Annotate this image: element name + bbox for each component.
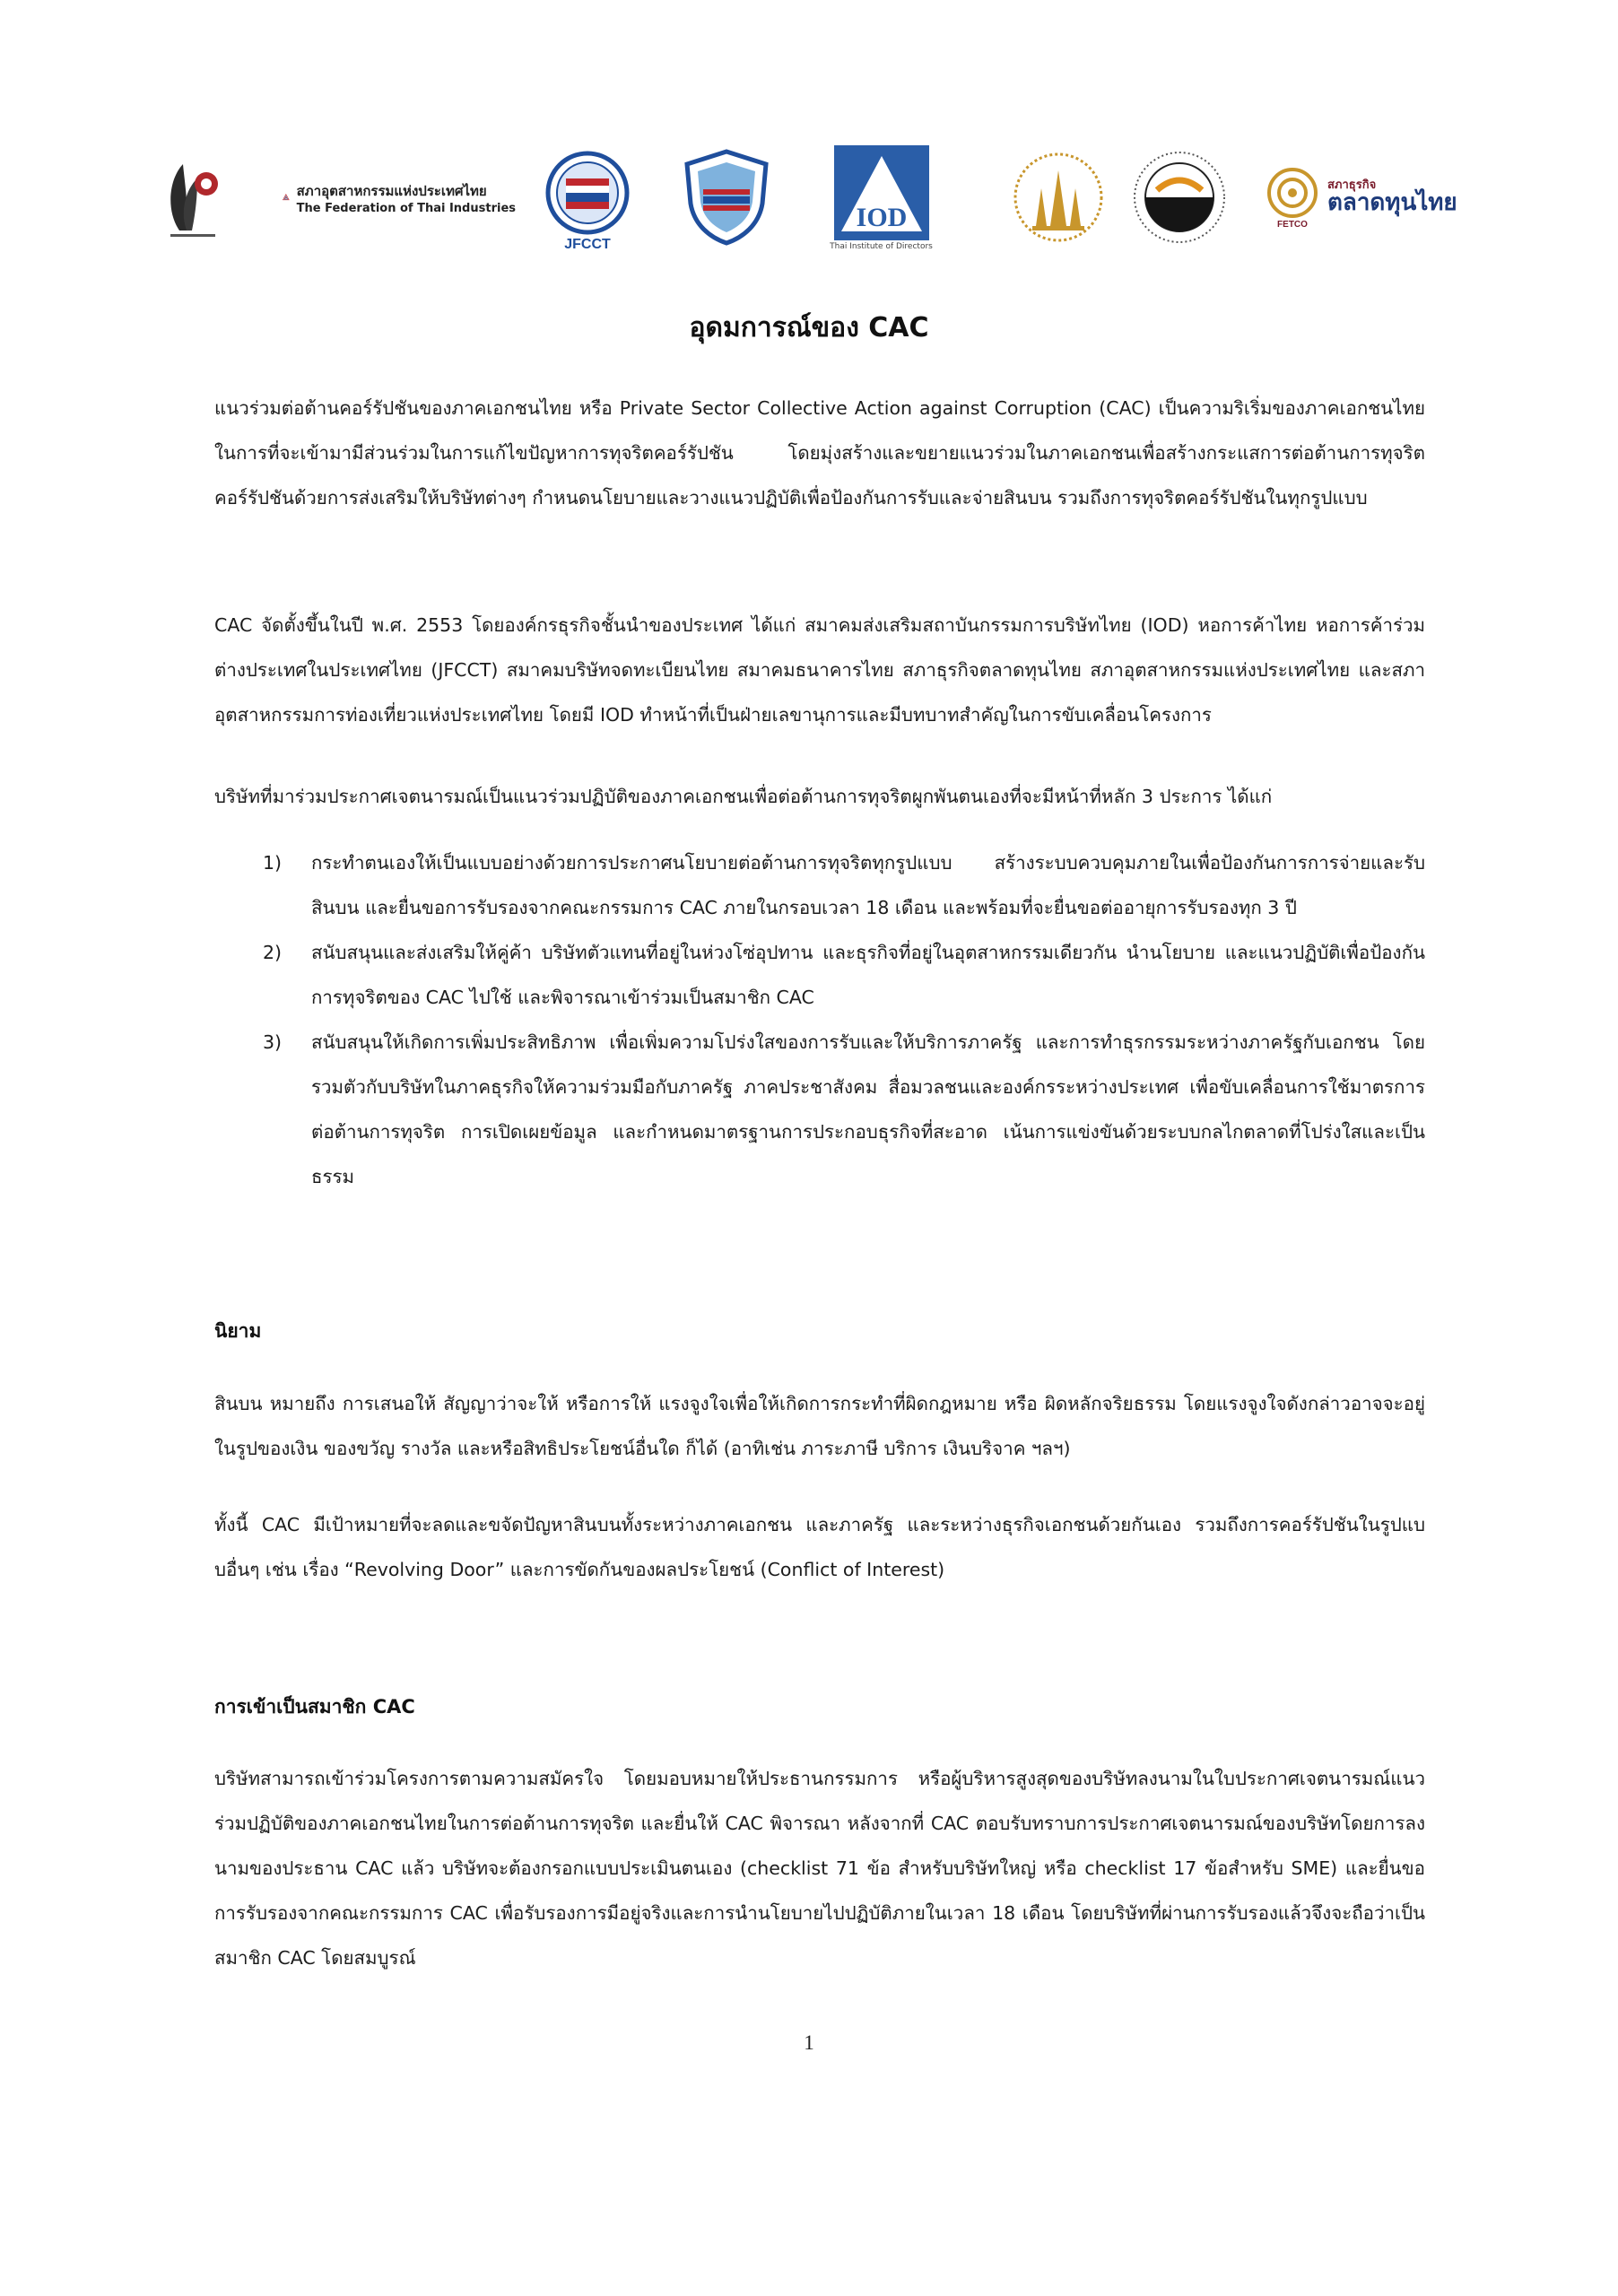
jfcct-globe-icon bbox=[543, 139, 632, 256]
jfcct-logo bbox=[543, 135, 632, 260]
half-circle-icon bbox=[1130, 144, 1229, 251]
list-item-text: สนับสนุนให้เกิดการเพิ่มประสิทธิภาพ เพื่อเพิ่มความโปร่งใสของการรับและให้บริการภาครัฐ และการทำธุรกรรมระหว่างภาครัฐกับเอกชน โดยรวมตัวกับบริษัทในภาคธุรกิจให้ความร่วมมือกับภาครัฐ ภาคประชาสังคม สื่อมวลชนและองค์กรระหว่างประเทศ เพื่อขับเคลื่อนการใช้มาตรการต่อต้านการทุจริต การเปิดเผยข้อมูล และกำหนดมาตรฐานการประกอบธุรกิจที่สะอาด เน้นการแข่งขันด้วยระบบกลไกตลาดที่โปร่งใสและเป็นธรรม bbox=[311, 1031, 1425, 1187]
fetco-label: FETCO bbox=[1277, 220, 1308, 229]
iod-caption: Thai Institute of Directors bbox=[830, 242, 933, 251]
intro-paragraph-3: บริษัทที่มาร่วมประกาศเจตนารมณ์เป็นแนวร่วมปฏิบัติของภาคเอกชนเพื่อต่อต้านการทุจริตผูกพันตนเองที่จะมีหน้าที่หลัก 3 ประการ ได้แก่ bbox=[214, 786, 1273, 807]
fetco-big-text: ตลาดทุนไทย bbox=[1327, 189, 1457, 217]
definition-heading: นิยาม bbox=[214, 1320, 262, 1342]
list-item bbox=[214, 930, 1425, 1020]
list-item-number: 1) bbox=[263, 852, 283, 874]
page-number: 1 bbox=[804, 2031, 814, 2054]
page-title: อุดมการณ์ของ CAC bbox=[689, 312, 929, 344]
fti-thai-name: สภาอุตสาหกรรมแห่งประเทศไทย bbox=[296, 182, 487, 199]
listed-companies-logo bbox=[1130, 135, 1229, 260]
iod-logo bbox=[830, 135, 933, 260]
partner-logo-strip bbox=[161, 135, 1471, 260]
leaf-icon bbox=[161, 148, 224, 247]
membership-paragraph: บริษัทสามารถเข้าร่วมโครงการตามความสมัครใจ โดยมอบหมายให้ประธานกรรมการ หรือผู้บริหารสูงสุดของบริษัทลงนามในใบประกาศเจตนารมณ์แนวร่วมปฏิบัติของภาคเอกชนไทยในการต่อต้านการทุจริต และยื่นให้ CAC พิจารณา หลังจากที่ CAC ตอบรับทราบการประกาศเจตนารมณ์ของบริษัทโดยการลงนามของประธาน CAC แล้ว บริษัทจะต้องกรอกแบบประเมินตนเอง (checklist 71 ข้อ สำหรับบริษัทใหญ่ หรือ checklist 17 ข้อสำหรับ SME) และยื่นขอการรับรองจากคณะกรรมการ CAC เพื่อรับรองการมีอยู่จริงและการนำนโยบายไปปฏิบัติภายในเวลา 18 เดือน โดยบริษัทที่ผ่านการรับรองแล้วจึงจะถือว่าเป็นสมาชิก CAC โดยสมบูรณ์ bbox=[214, 1768, 1425, 1969]
iod-letters: IOD bbox=[856, 203, 907, 232]
anti-corruption-logo bbox=[161, 135, 224, 260]
list-item-text: กระทำตนเองให้เป็นแบบอย่างด้วยการประกาศนโยบายต่อต้านการทุจริตทุกรูปแบบ สร้างระบบควบคุมภายในเพื่อป้องกันการการจ่ายและรับสินบน และยื่นขอการรับรองจากคณะกรรมการ CAC ภายในกรอบเวลา 18 เดือน และพร้อมที่จะยื่นขอต่ออายุการรับรองทุก 3 ปี bbox=[311, 852, 1425, 918]
list-item bbox=[214, 840, 1425, 930]
fti-english-name: The Federation of Thai Industries bbox=[296, 201, 516, 215]
definition-paragraph-2: ทั้งนี้ CAC มีเป้าหมายที่จะลดและขจัดปัญหาสินบนทั้งระหว่างภาคเอกชน และภาครัฐ และระหว่างธุรกิจเอกชนด้วยกันเอง รวมถึงการคอร์รัปชันในรูปแบบอื่นๆ เช่น เรื่อง “Revolving Door” และการขัดกันของผลประโยชน์ (Conflict of Interest) bbox=[214, 1514, 1425, 1580]
shield-association-logo bbox=[682, 135, 771, 260]
fti-triangle-icon bbox=[283, 170, 290, 224]
temple-association-logo bbox=[1009, 135, 1108, 260]
shield-icon bbox=[682, 148, 771, 247]
duties-list bbox=[214, 840, 1425, 1199]
temple-icon bbox=[1009, 144, 1108, 251]
list-item-number: 2) bbox=[263, 942, 283, 963]
jfcct-label: JFCCT bbox=[564, 237, 611, 252]
membership-heading: การเข้าเป็นสมาชิก CAC bbox=[214, 1696, 415, 1718]
intro-paragraph-1: แนวร่วมต่อต้านคอร์รัปชันของภาคเอกชนไทย หรือ Private Sector Collective Action against Corruption (CAC) เป็นความริเริ่มของภาคเอกชนไทยในการที่จะเข้ามามีส่วนร่วมในการแก้ไขปัญหาการทุจริตคอร์รัปชัน โดยมุ่งสร้างและขยายแนวร่วมในภาคเอกชนเพื่อสร้างกระแสการต่อต้านการทุจริตคอร์รัปชันด้วยการส่งเสริมให้บริษัทต่างๆ กำหนดนโยบายและวางแนวปฏิบัติเพื่อป้องกันการรับและจ่ายสินบน รวมถึงการทุจริตคอร์รัปชันในทุกรูปแบบ bbox=[214, 397, 1425, 509]
intro-paragraph-2: CAC จัดตั้งขึ้นในปี พ.ศ. 2553 โดยองค์กรธุรกิจชั้นนำของประเทศ ได้แก่ สมาคมส่งเสริมสถาบันกรรมการบริษัทไทย (IOD) หอการค้าไทย หอการค้าร่วมต่างประเทศในประเทศไทย (JFCCT) สมาคมบริษัทจดทะเบียนไทย สมาคมธนาคารไทย สภาธุรกิจตลาดทุนไทย สภาอุตสาหกรรมแห่งประเทศไทย และสภาอุตสาหกรรมการท่องเที่ยวแห่งประเทศไทย โดยมี IOD ทำหน้าที่เป็นฝ่ายเลขานุการและมีบทบาทสำคัญในการขับเคลื่อนโครงการ bbox=[214, 614, 1425, 726]
list-item bbox=[214, 1020, 1425, 1199]
fti-logo bbox=[283, 135, 516, 260]
fetco-logo bbox=[1265, 135, 1480, 260]
definition-paragraph-1: สินบน หมายถึง การเสนอให้ สัญญาว่าจะให้ หรือการให้ แรงจูงใจเพื่อให้เกิดการกระทำที่ผิดกฎหมาย หรือ ผิดหลักจริยธรรม โดยแรงจูงใจดังกล่าวอาจจะอยู่ในรูปของเงิน ของขวัญ รางวัล และหรือสิทธิประโยชน์อื่นใด ก็ได้ (อาทิเช่น ภาระภาษี บริการ เงินบริจาค ฯลฯ) bbox=[214, 1393, 1425, 1459]
fetco-small-text: สภาธุรกิจ bbox=[1327, 178, 1377, 192]
list-item-text: สนับสนุนและส่งเสริมให้คู่ค้า บริษัทตัวแทนที่อยู่ในห่วงโซ่อุปทาน และธุรกิจที่อยู่ในอุตสาหกรรมเดียวกัน นำนโยบาย และแนวปฏิบัติเพื่อป้องกันการทุจริตของ CAC ไปใช้ และพิจารณาเข้าร่วมเป็นสมาชิก CAC bbox=[311, 942, 1425, 1008]
iod-emblem-icon bbox=[832, 144, 931, 242]
fetco-circle-icon bbox=[1265, 166, 1320, 229]
list-item-number: 3) bbox=[263, 1031, 283, 1053]
